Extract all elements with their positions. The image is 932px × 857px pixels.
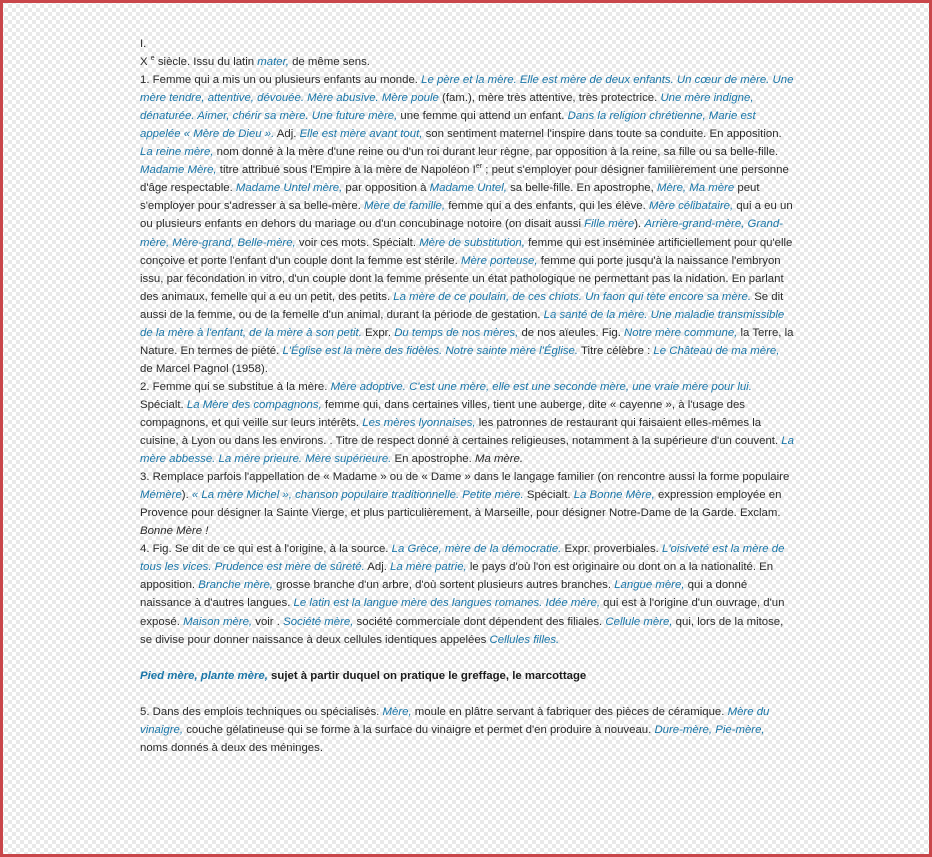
body-text: société commerciale dont dépendent des filiales. <box>353 615 606 628</box>
body-text: femme qui est inséminée artificiellement pour qu'elle conçoive et porte l'enfant d'un couple dont la femme est stérile. <box>140 236 793 267</box>
etymology: X $^e$ siècle. Issu du latin mater, de même sens. <box>140 55 370 69</box>
body-text: les patronnes de restaurant qui faisaient elles-mêmes la cuisine, à Lyon ou dans les environs. . Titre de respect donné à certaines religieuses, notamment à la supérieure d'un couvent. <box>140 416 782 448</box>
dictionary-entry <box>140 35 794 757</box>
citation: « La mère Michel », chanson populaire traditionnelle. Petite mère. <box>191 489 524 502</box>
definition-4 <box>140 540 794 648</box>
superscript: er <box>475 163 483 171</box>
citation: Mère célibataire, <box>648 200 734 213</box>
definition-5 <box>140 703 794 757</box>
citation: Branche mère, <box>198 579 273 592</box>
citation: La mère de ce poulain, de ces chiots. Un faon qui tète encore sa mère. <box>393 290 752 303</box>
body-text: 4. Fig. Se dit de ce qui est à l'origine, à la source. <box>140 543 392 556</box>
citation: mater, <box>257 56 289 69</box>
citation: Maison mère, <box>183 615 253 628</box>
citation: Langue mère, <box>614 579 685 592</box>
citation: Les mères lyonnaises, <box>362 416 476 429</box>
spacer <box>140 649 794 667</box>
citation: Mère de substitution, <box>419 236 525 249</box>
body-text: de nos aïeules. Fig. <box>518 326 625 339</box>
body-text: femme qui a des enfants, qui les élève. <box>445 200 649 213</box>
body-text: grosse branche d'un arbre, d'où sortent plusieurs autres branches. <box>272 579 615 592</box>
body-text: Expr. <box>361 326 395 339</box>
spacer <box>140 685 794 703</box>
citation: L'Église est la mère des fidèles. Notre sainte mère l'Église. <box>282 344 579 357</box>
citation: Arrière-grand-mère, Grand-mère, Mère-grand, Belle-mère, <box>140 218 783 249</box>
citation: La santé de la mère. Une maladie transmissible de la mère à l'enfant, de la mère à son petit. <box>140 308 785 339</box>
citation: La Mère des compagnons, <box>186 398 322 411</box>
body-text: 2. Femme qui se substitue à la mère. <box>140 380 331 393</box>
body-text: ). <box>634 218 645 231</box>
body-text: nom donné à la mère d'une reine ou d'un roi durant leur règne, par opposition à la reine, sa fille ou sa belle-fille. <box>213 146 779 159</box>
citation: Elle est mère avant tout, <box>299 128 423 141</box>
body-text: Adj. <box>364 561 391 574</box>
body-text: son sentiment maternel l'inspire dans toute sa conduite. En apposition. <box>422 128 782 141</box>
definition-3 <box>140 468 794 540</box>
definition-1 <box>140 71 794 378</box>
body-text: la Terre, la Nature. En termes de piété. <box>140 326 794 357</box>
body-text: femme qui, dans certaines villes, tient une auberge, dite « cayenne », à l'usage des compagnons, et qui veille sur leurs intérêts. <box>140 398 745 429</box>
body-text: Titre célèbre : <box>578 344 654 357</box>
citation: Mémère <box>140 489 182 502</box>
citation: Le Château de ma mère, <box>653 344 780 357</box>
body-text: qui a eu un ou plusieurs enfants en dehors du mariage ou d'un concubinage notoire (on disait aussi <box>140 200 793 231</box>
pied-mere-note <box>140 667 794 685</box>
body-text: voir ces mots. Spécialt. <box>295 236 420 249</box>
italic-text: Bonne Mère ! <box>140 525 209 538</box>
body-text: qui a donné naissance à d'autres langues. <box>140 579 748 610</box>
citation: La Bonne Mère, <box>573 489 655 502</box>
citation: Cellule mère, <box>605 615 673 628</box>
citation: Mère, <box>382 705 412 718</box>
bold-text: sujet à partir duquel on pratique le greffage, le marcottage <box>267 669 587 682</box>
citation: La mère abbesse. La mère prieure. Mère supérieure. <box>140 435 794 466</box>
body-text: une femme qui attend un enfant. <box>397 110 568 123</box>
citation: Société mère, <box>283 615 354 628</box>
citation: Du temps de nos mères, <box>394 326 519 339</box>
citation: Une mère indigne, dénaturée. Aimer, chérir sa mère. Une future mère, <box>140 92 754 123</box>
body-text: Se dit aussi de la femme, ou de la femelle d'un animal, durant la période de gestation. <box>140 290 784 321</box>
body-text: qui est à l'origine d'un ouvrage, d'un exposé. <box>140 597 785 628</box>
body-text: ; peut s'employer pour désigner familièrement une personne d'âge respectable. <box>140 164 789 195</box>
body-text: expression employée en Provence pour désigner la Sainte Vierge, et plus particulièrement, à Marseille, pour désigner Notre-Dame de la Garde. Exclam. <box>140 489 782 520</box>
body-text: 1. Femme qui a mis un ou plusieurs enfants au monde. <box>140 74 422 87</box>
roman-numeral: I. <box>140 38 147 50</box>
citation: La reine mère, <box>140 146 214 159</box>
citation: Mère du vinaigre, <box>140 705 770 736</box>
citation: Madame Untel, <box>429 182 507 195</box>
body-text: qui, lors de la mitose, se divise pour donner naissance à deux cellules identiques appelées <box>140 615 784 646</box>
citation: Mère de famille, <box>364 200 446 213</box>
citation: La mère patrie, <box>390 561 467 574</box>
term-heading: Pied mère, plante mère, <box>140 669 268 682</box>
citation: Mère porteuse, <box>460 254 538 267</box>
body-text: par opposition à <box>342 182 430 195</box>
body-text: sa belle-fille. En apostrophe, <box>506 182 657 195</box>
body-text: 5. Dans des emplois techniques ou spécialisés. <box>140 705 383 718</box>
citation: Le père et la mère. Elle est mère de deux enfants. Un cœur de mère. Une mère tendre, attentive, dévouée. Mère abusive. Mère poule <box>140 74 794 105</box>
body-text: voir . <box>252 615 284 628</box>
body-text: En apostrophe. <box>391 453 475 466</box>
body-text: titre attribué sous l'Empire à la mère de Napoléon I <box>216 164 476 177</box>
citation: Mère adoptive. C'est une mère, elle est une seconde mère, une vraie mère pour lui. <box>330 380 752 393</box>
body-text: moule en plâtre servant à fabriquer des pièces de céramique. <box>411 705 728 718</box>
body-text: couche gélatineuse qui se forme à la surface du vinaigre et permet d'en produire à nouveau. <box>183 723 655 736</box>
body-text: ). <box>181 489 192 502</box>
body-text: femme qui porte jusqu'à la naissance l'embryon issu, par fécondation in vitro, d'un couple dont la femme présente un état pathologique ne permettant pas la nidation. En parlant des animaux, femelle qui a eu un petit, des petits. <box>140 254 784 303</box>
citation: Mère, Ma mère <box>656 182 735 195</box>
citation: La Grèce, mère de la démocratie. <box>391 543 562 556</box>
body-text: 3. Remplace parfois l'appellation de « Madame » ou de « Dame » dans le langage familier (on rencontre aussi la forme populaire <box>140 471 790 484</box>
citation: Madame Mère, <box>140 164 217 177</box>
body-text: peut s'employer pour s'adresser à sa belle-mère. <box>140 182 760 213</box>
citation: L'oisiveté est la mère de tous les vices. Prudence est mère de sûreté. <box>140 543 785 574</box>
body-text: Spécialt. <box>523 489 574 502</box>
citation: Dans la religion chrétienne, Marie est appelée « Mère de Dieu ». <box>140 110 756 141</box>
italic-text: Ma mère. <box>474 453 524 466</box>
citation: Dure-mère, Pie-mère, <box>654 723 765 736</box>
citation: Cellules filles. <box>489 633 560 646</box>
citation: Notre mère commune, <box>624 326 738 339</box>
body-text: (fam.), mère très attentive, très protectrice. <box>438 92 661 105</box>
body-text: noms donnés à deux des méninges. <box>140 741 324 754</box>
citation: Fille mère <box>584 218 635 231</box>
body-text: de Marcel Pagnol (1958). <box>140 362 268 375</box>
body-text: le pays d'où l'on est originaire ou dont on a la nationalité. En apposition. <box>140 561 774 592</box>
body-text: Expr. proverbiales. <box>561 543 662 556</box>
body-text: Adj. <box>274 128 300 141</box>
body-text: Spécialt. <box>140 398 187 411</box>
citation: Madame Untel mère, <box>235 182 343 195</box>
definition-2 <box>140 378 794 468</box>
citation: Le latin est la langue mère des langues romanes. Idée mère, <box>293 597 600 610</box>
